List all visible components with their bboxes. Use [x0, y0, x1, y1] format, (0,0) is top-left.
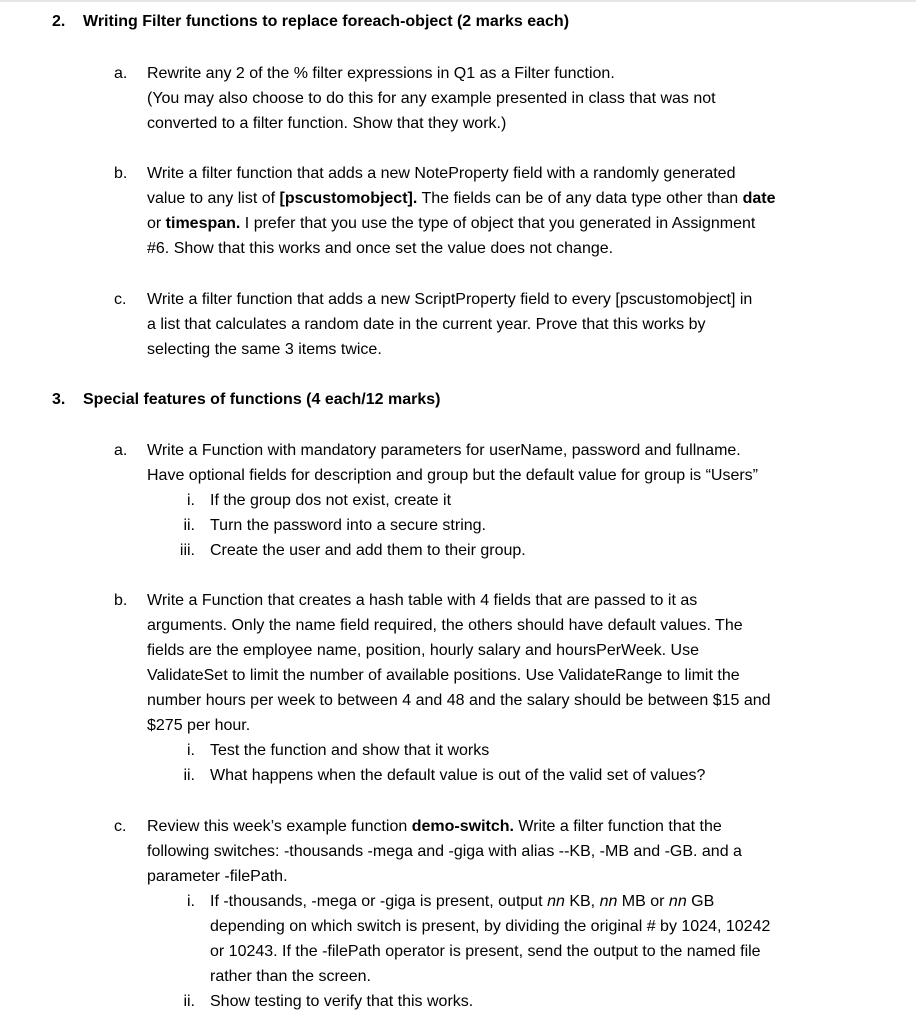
subitem-marker: i. [187, 742, 195, 759]
subitem-text-line: If -thousands, -mega or -giga is present, output nn KB, nn MB or nn GB [210, 893, 715, 910]
question-text-line: value to any list of [pscustomobject]. The fields can be of any data type other than date [147, 190, 776, 207]
item-marker: a. [114, 65, 128, 82]
question-text-line: fields are the employee name, position, hourly salary and hoursPerWeek. Use [147, 642, 699, 659]
item-marker: c. [114, 291, 127, 308]
section-number: 2. [52, 13, 66, 30]
question-text-line: Write a filter function that adds a new NoteProperty field with a randomly generated [147, 165, 736, 182]
question-text-line: Write a Function that creates a hash table with 4 fields that are passed to it as [147, 592, 698, 609]
question-text-line: Rewrite any 2 of the % filter expressions in Q1 as a Filter function. [147, 65, 615, 82]
question-text-line: ValidateSet to limit the number of available positions. Use ValidateRange to limit the [147, 667, 740, 684]
question-text-line: $275 per hour. [147, 717, 251, 734]
question-text-line: number hours per week to between 4 and 48 and the salary should be between $15 and [147, 692, 771, 709]
section-title: Special features of functions (4 each/12 marks) [83, 391, 441, 408]
subitem-text-line: Test the function and show that it works [210, 742, 490, 759]
question-text-line: following switches: -thousands -mega and -giga with alias --KB, -MB and -GB. and a [147, 843, 742, 860]
question-text-line: Have optional fields for description and group but the default value for group is “Users” [147, 467, 759, 484]
item-marker: a. [114, 442, 128, 459]
question-text-line: (You may also choose to do this for any example presented in class that was not [147, 90, 716, 107]
subitem-text-line: depending on which switch is present, by dividing the original # by 1024, 10242 [210, 918, 771, 935]
subitem-marker: ii. [183, 993, 195, 1010]
subitem-text-line: Turn the password into a secure string. [210, 517, 486, 534]
question-text-line: converted to a filter function. Show that they work.) [147, 115, 507, 132]
italic-text: nn [547, 893, 565, 910]
emphasis-text: timespan. [165, 215, 241, 232]
subitem-text-line: rather than the screen. [210, 968, 371, 985]
emphasis-text: [pscustomobject]. [279, 190, 418, 207]
item-marker: b. [114, 592, 128, 609]
item-marker: b. [114, 165, 128, 182]
subitem-text-line: Create the user and add them to their group. [210, 542, 526, 559]
question-text-line: selecting the same 3 items twice. [147, 341, 382, 358]
question-text-line: or timespan. I prefer that you use the type of object that you generated in Assignment [147, 215, 756, 232]
subitem-text-line: What happens when the default value is out of the valid set of values? [210, 767, 706, 784]
question-text-line: #6. Show that this works and once set the value does not change. [147, 240, 614, 257]
subitem-text-line: or 10243. If the -filePath operator is present, send the output to the named file [210, 943, 761, 960]
subitem-marker: iii. [179, 542, 195, 559]
subitem-text-line: If the group dos not exist, create it [210, 492, 452, 509]
subitem-marker: ii. [183, 517, 195, 534]
emphasis-text: date [742, 190, 776, 207]
subitem-marker: i. [187, 492, 195, 509]
section-title: Writing Filter functions to replace foreach-object (2 marks each) [83, 13, 570, 30]
section-number: 3. [52, 391, 66, 408]
subitem-text-line: Show testing to verify that this works. [210, 993, 474, 1010]
question-text-line: parameter -filePath. [147, 868, 288, 885]
subitem-marker: i. [187, 893, 195, 910]
question-text-line: Review this week’s example function demo-switch. Write a filter function that the [147, 818, 722, 835]
question-text-line: Write a Function with mandatory parameters for userName, password and fullname. [147, 442, 741, 459]
question-text-line: arguments. Only the name field required, the others should have default values. The [147, 617, 743, 634]
italic-text: nn [599, 893, 618, 910]
subitem-marker: ii. [183, 767, 195, 784]
emphasis-text: demo-switch. [411, 818, 514, 835]
item-marker: c. [114, 818, 127, 835]
page-top-border [0, 0, 916, 2]
italic-text: nn [668, 893, 687, 910]
question-text-line: a list that calculates a random date in the current year. Prove that this works by [147, 316, 706, 333]
question-text-line: Write a filter function that adds a new ScriptProperty field to every [pscustomobject] in [147, 291, 753, 308]
